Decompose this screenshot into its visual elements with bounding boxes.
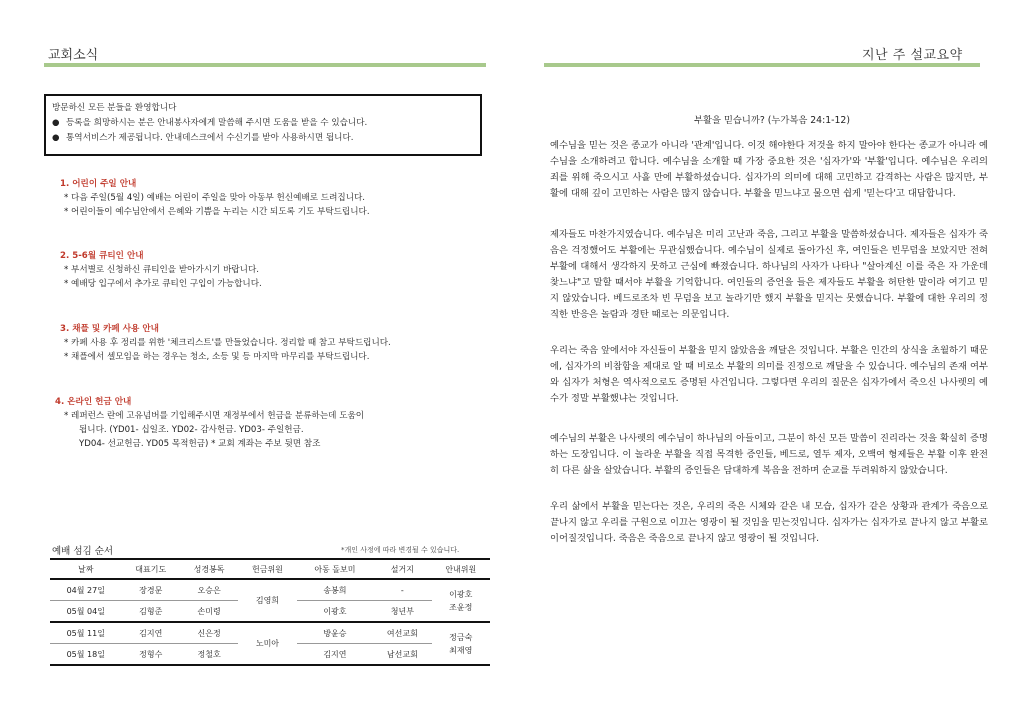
right-page-title: 지난 주 설교요약: [862, 48, 963, 63]
sermon-title: 부활을 믿습니까? (누가복음 24:1-12): [694, 115, 850, 126]
notice-line: YD04- 선교헌금. YD05 목적헌금) * 교회 계좌는 주보 뒷면 참조: [79, 439, 321, 449]
welcome-box: [44, 94, 482, 156]
table-cell: 정금숙 최재영: [432, 622, 490, 665]
bullet-icon: ●: [52, 118, 60, 128]
schedule-title: 예배 섬김 순서: [52, 546, 114, 557]
bullet-icon: ●: [52, 133, 60, 143]
table-cell: 이광호 조윤정: [432, 579, 490, 622]
notice-line: * 다음 주일(5월 4일) 예배는 어린이 주일을 맞아 아동부 헌신예배로 드려집니다.: [64, 193, 366, 203]
sermon-paragraph: 우리는 죽음 앞에서야 자신들이 부활을 믿지 않았음을 깨달은 것입니다. 부활은 인간의 상식을 초월하기 때문에, 십자가의 비참함을 제대로 알 때 비로소 부활의 의미를 진정으로 깨달을 수 있습니다. 예수님의 존재 여부와 십자가 처형은 역사적으로도 증명된 사건입니다. 그렇다면 우리의 질문은 십자가에서 죽으신 나사렛의 예수가 정말 부활했냐는 것입니다.: [550, 345, 988, 404]
table-row: [50, 579, 490, 601]
table-cell: 김지연: [122, 622, 180, 644]
left-header-divider: [44, 63, 486, 67]
column-header: 설거지: [373, 559, 431, 579]
column-header: 성경봉독: [180, 559, 238, 579]
table-cell: 신은정: [180, 622, 238, 644]
table-cell: 김영희: [238, 579, 296, 622]
table-cell: 여선교회: [373, 622, 431, 644]
notice-title: 4. 온라인 헌금 안내: [55, 397, 132, 407]
notice-line: 됩니다. (YD01- 십일조. YD02- 감사헌금. YD03- 주일헌금.: [79, 425, 304, 435]
notice-online-offering: [55, 395, 485, 451]
table-cell: 04월 27일: [50, 579, 122, 601]
table-cell: 장경문: [122, 579, 180, 601]
table-header-row: [50, 559, 490, 579]
notice-title: 2. 5-6월 큐티인 안내: [60, 251, 144, 261]
column-header: 안내위원: [432, 559, 490, 579]
column-header: 아동 돌보미: [297, 559, 374, 579]
table-cell: 노미아: [238, 622, 296, 665]
table-cell: 송봉희: [297, 579, 374, 601]
notice-title: 1. 어린이 주일 안내: [60, 179, 137, 189]
notice-line: * 채플에서 셀모임을 하는 경우는 청소, 소등 및 등 마지막 마무리를 부탁드립니다.: [64, 352, 370, 362]
schedule-table: [50, 558, 490, 666]
welcome-bullet: [52, 116, 474, 131]
notice-chapel-cafe: [60, 322, 490, 364]
table-cell: 청년부: [373, 601, 431, 623]
table-cell: 오승은: [180, 579, 238, 601]
welcome-bullet-text: 통역서비스가 제공됩니다. 안내데스크에서 수신기를 받아 사용하시면 됩니다.: [66, 133, 354, 143]
table-cell: 손미령: [180, 601, 238, 623]
notice-qt: [60, 249, 490, 291]
table-cell: 정형수: [122, 644, 180, 666]
welcome-bullet-text: 등록을 희망하시는 분은 안내봉사자에게 말씀해 주시면 도움을 받을 수 있습니다.: [66, 118, 368, 128]
sermon-paragraph: 우리 삶에서 부활을 믿는다는 것은, 우리의 죽은 시체와 같은 내 모습, 십자가 같은 상황과 관계가 죽음으로 끝나지 않고 우리를 구원으로 이끄는 영광이 될 것임을 믿는것입니다. 십자가는 십자가로 끝나지 않고 부활로 이어질것입니다. 죽음은 죽음으로 끝나지 않고 영광이 될 것입니다.: [550, 501, 988, 544]
table-cell: 김지연: [297, 644, 374, 666]
column-header: 헌금위원: [238, 559, 296, 579]
notice-line: * 부서별로 신청하신 큐티인을 받아가시기 바랍니다.: [64, 265, 260, 275]
notice-line: * 예배당 입구에서 추가로 큐티인 구입이 가능합니다.: [64, 279, 262, 289]
welcome-bullet: [52, 131, 474, 146]
notice-line: * 레퍼런스 란에 고유넘버를 기입해주시면 재정부에서 헌금을 분류하는데 도움이: [64, 411, 365, 421]
table-cell: 이광호: [297, 601, 374, 623]
table-cell: 05월 18일: [50, 644, 122, 666]
sermon-paragraph: 예수님의 부활은 나사렛의 예수님이 하나님의 아들이고, 그분이 하신 모든 말씀이 진리라는 것을 확실히 증명하는 도장입니다. 이 놀라운 부활을 직접 목격한 증인들, 베드로, 열두 제자, 오백여 형제들은 부활 이후 완전히 다른 삶을 살았습니다. 부활의 증인들은 담대하게 복음을 전하며 순교를 두려워하지 않았습니다.: [550, 433, 988, 476]
table-cell: 05월 04일: [50, 601, 122, 623]
notice-line: * 카페 사용 후 정리를 위한 '체크리스트'를 만들었습니다. 정리할 때 참고 부탁드립니다.: [64, 338, 391, 348]
column-header: 대표기도: [122, 559, 180, 579]
column-header: 날짜: [50, 559, 122, 579]
table-cell: -: [373, 579, 431, 601]
right-header-divider: [544, 63, 980, 67]
schedule-note: *개인 사정에 따라 변경될 수 있습니다.: [341, 546, 460, 554]
welcome-title: 방문하신 모든 분들을 환영합니다: [52, 103, 177, 113]
notice-line: * 어린이들이 예수님안에서 은혜와 기쁨을 누리는 시간 되도록 기도 부탁드립니다.: [64, 207, 370, 217]
notice-title: 3. 채플 및 카페 사용 안내: [60, 324, 159, 334]
notice-childrens-day: [60, 177, 490, 219]
table-cell: 방윤승: [297, 622, 374, 644]
table-cell: 정철호: [180, 644, 238, 666]
table-cell: 남선교회: [373, 644, 431, 666]
left-page-title: 교회소식: [48, 48, 99, 63]
table-cell: 김형준: [122, 601, 180, 623]
sermon-paragraph: 제자들도 마찬가지였습니다. 예수님은 미리 고난과 죽음, 그리고 부활을 말씀하셨습니다. 제자들은 십자가 죽음은 걱정했어도 부활에는 무관심했습니다. 예수님이 실제로 돌아가신 후, 여인들은 빈무덤을 보았지만 전혀 부활에 대해서 생각하지 못하고 근심에 빠졌습니다. 하나님의 사자가 나타나 "살아계신 이를 죽은 자 가운데 찾느냐"고 말할 때서야 부활을 기억합니다. 여인들의 증언을 들은 제자들도 부활을 허탄한 말이라 여기고 믿지 않았습니다. 베드로조차 빈 무덤을 보고 놀라기만 했지 부활을 믿지는 못했습니다. 부활에 대한 우리의 정직한 반응은 놀람과 경탄 때로는 의문입니다.: [550, 229, 988, 320]
sermon-paragraph: 예수님을 믿는 것은 종교가 아니라 '관계'입니다. 이것 해야한다 저것을 하지 말아야 한다는 종교가 아니라 예수님을 소개하려고 합니다. 예수님을 소개할 때 가장 중요한 것은 '십자가'와 '부활'입니다. 예수님은 우리의 죄를 위해 죽으시고 사흘 만에 부활하셨습니다. 십자가의 의미에 대해 고민하고 감격하는 사람은 많지만, 부활에 대해 깊이 고민하는 사람은 많지 않습니다. 부활을 믿느냐고 물으면 쉽게 '믿는다'고 대답합니다.: [550, 140, 988, 199]
table-cell: 05월 11일: [50, 622, 122, 644]
table-row: [50, 622, 490, 644]
